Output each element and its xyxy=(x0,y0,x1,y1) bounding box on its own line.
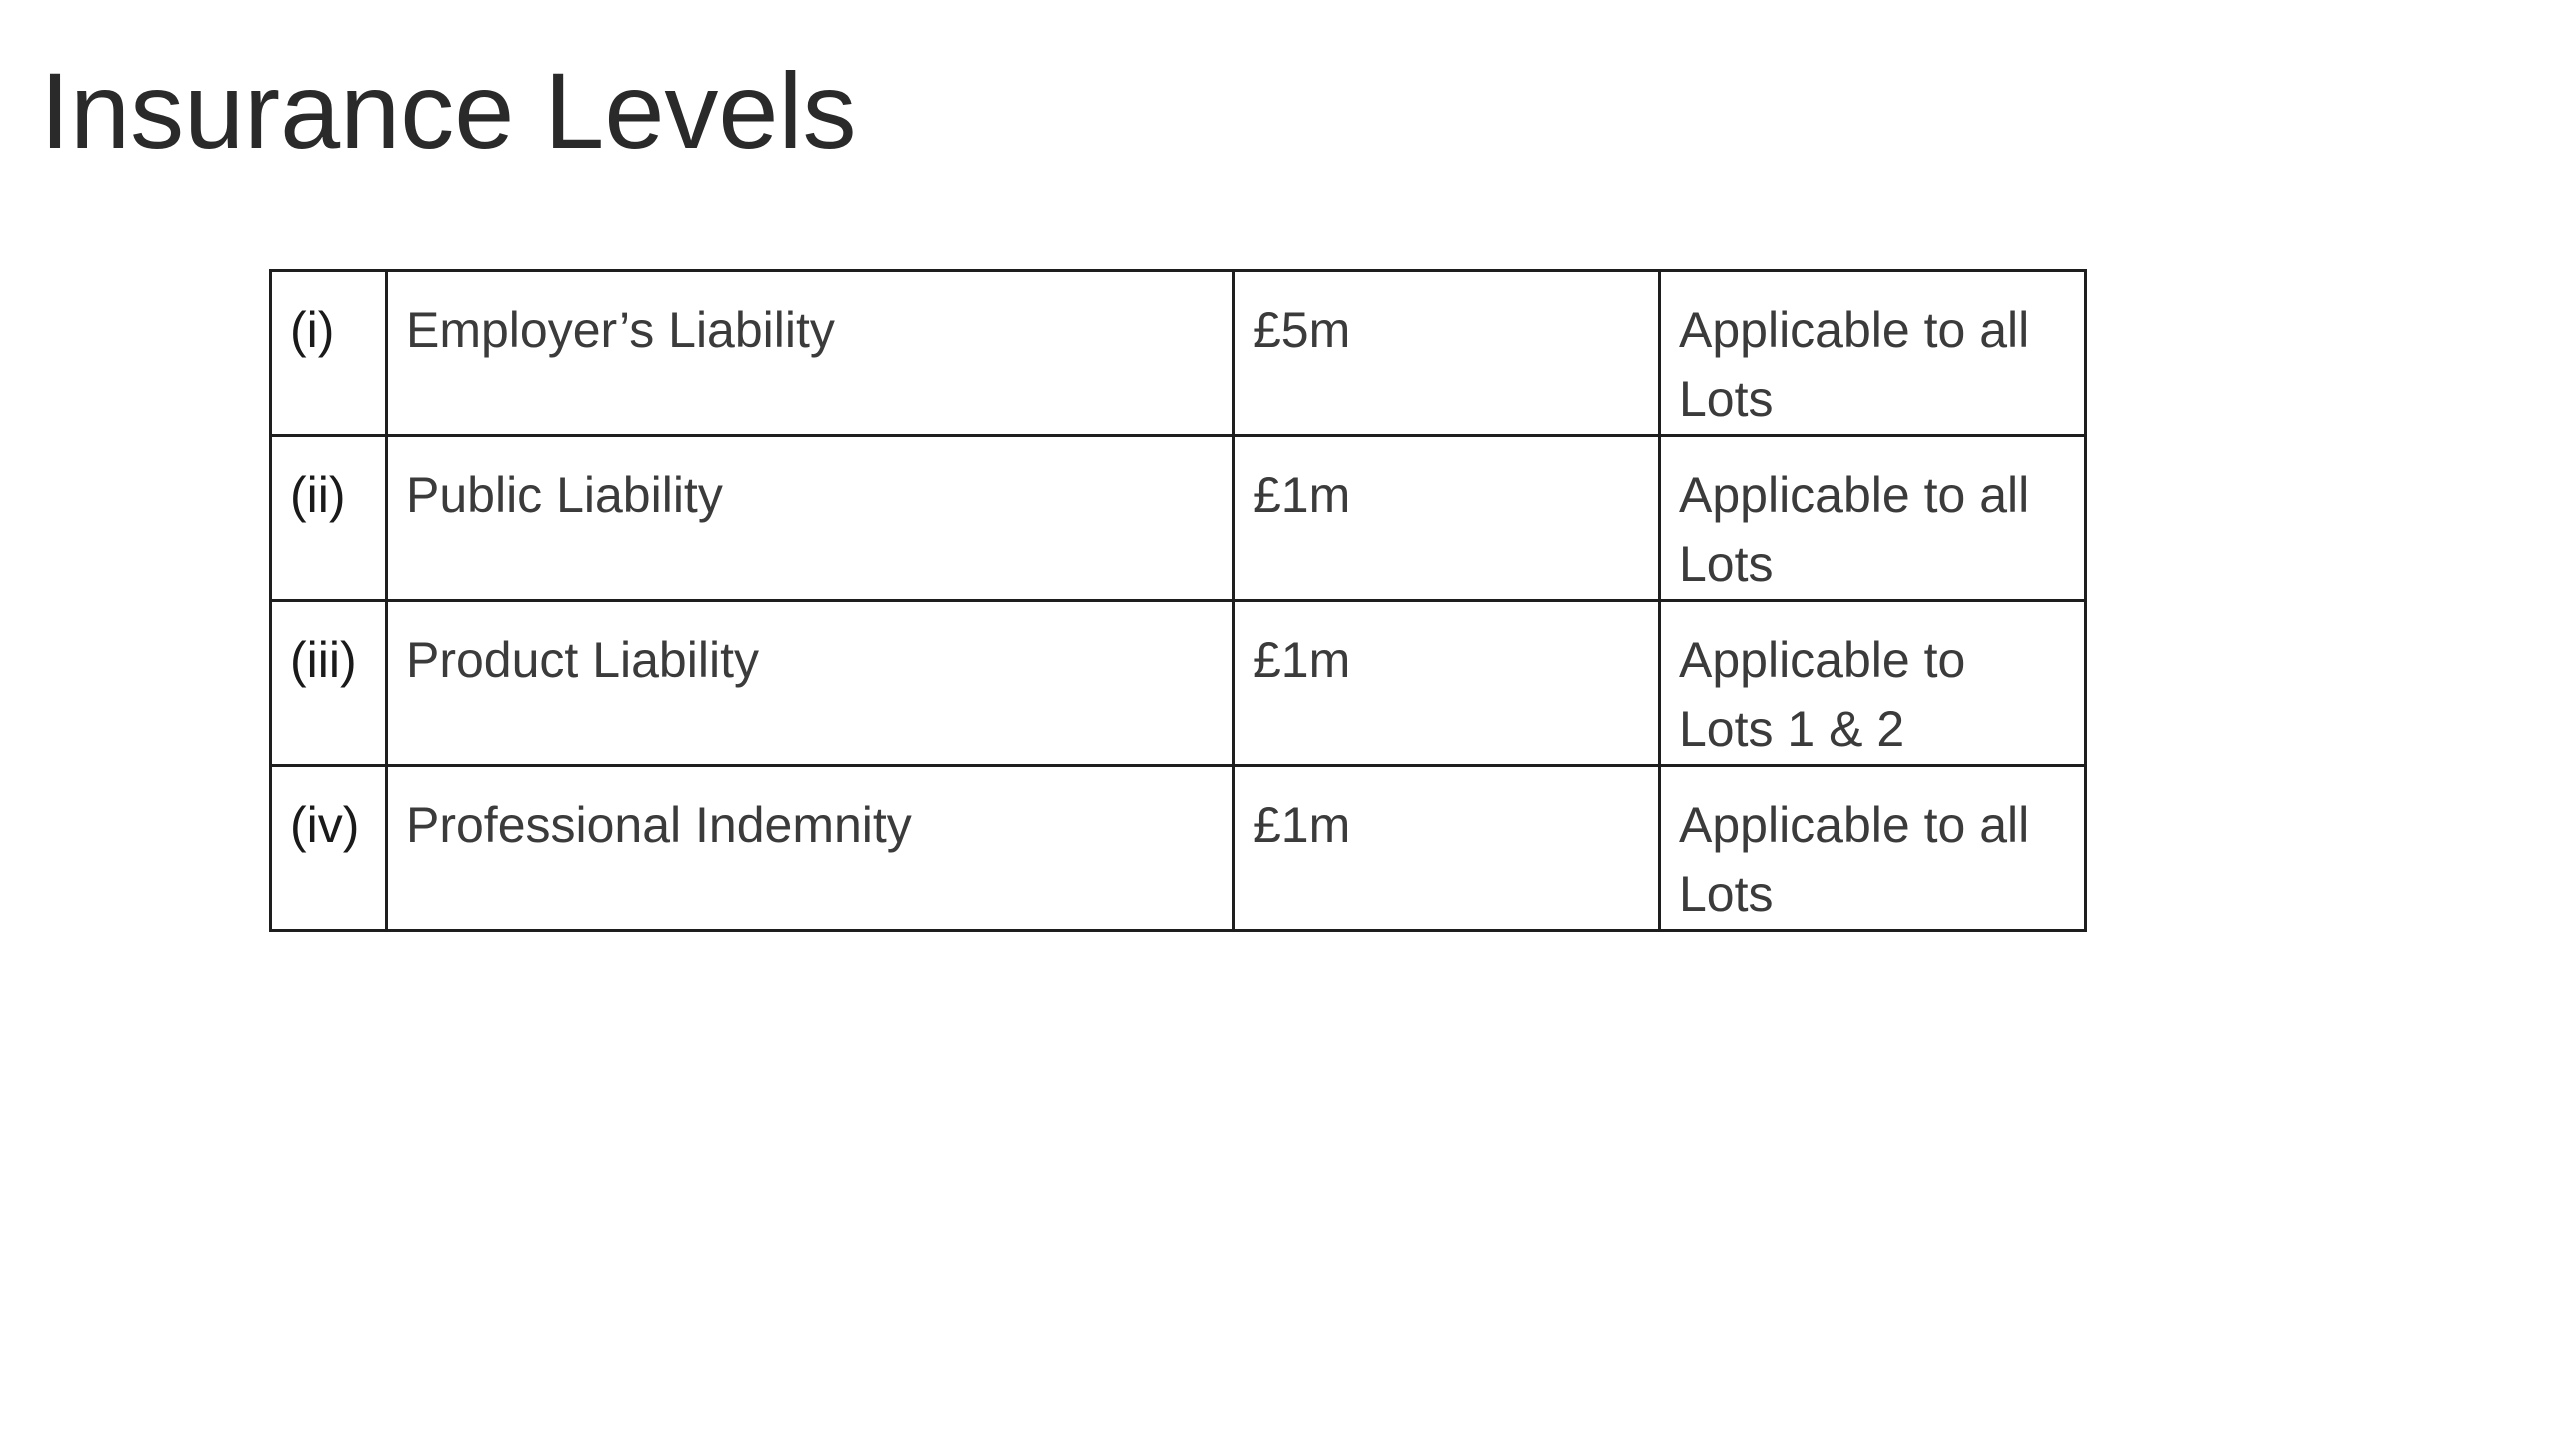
table-row xyxy=(271,601,2086,766)
insurance-type-cell: Product Liability xyxy=(387,601,1234,766)
insurance-levels-table xyxy=(269,269,2087,932)
page-title: Insurance Levels xyxy=(40,50,857,171)
table-row xyxy=(271,766,2086,931)
insurance-amount-cell: £1m xyxy=(1234,601,1660,766)
row-number-cell: (ii) xyxy=(271,436,387,601)
row-number-cell: (iv) xyxy=(271,766,387,931)
applicability-cell: Applicable to Lots 1 & 2 xyxy=(1660,601,2086,766)
row-number-cell: (i) xyxy=(271,271,387,436)
row-number-cell: (iii) xyxy=(271,601,387,766)
applicability-cell: Applicable to all Lots xyxy=(1660,436,2086,601)
insurance-amount-cell: £1m xyxy=(1234,766,1660,931)
insurance-type-cell: Employer’s Liability xyxy=(387,271,1234,436)
table-row xyxy=(271,436,2086,601)
applicability-cell: Applicable to all Lots xyxy=(1660,766,2086,931)
insurance-type-cell: Professional Indemnity xyxy=(387,766,1234,931)
insurance-type-cell: Public Liability xyxy=(387,436,1234,601)
insurance-amount-cell: £1m xyxy=(1234,436,1660,601)
insurance-amount-cell: £5m xyxy=(1234,271,1660,436)
table-row xyxy=(271,271,2086,436)
applicability-cell: Applicable to all Lots xyxy=(1660,271,2086,436)
